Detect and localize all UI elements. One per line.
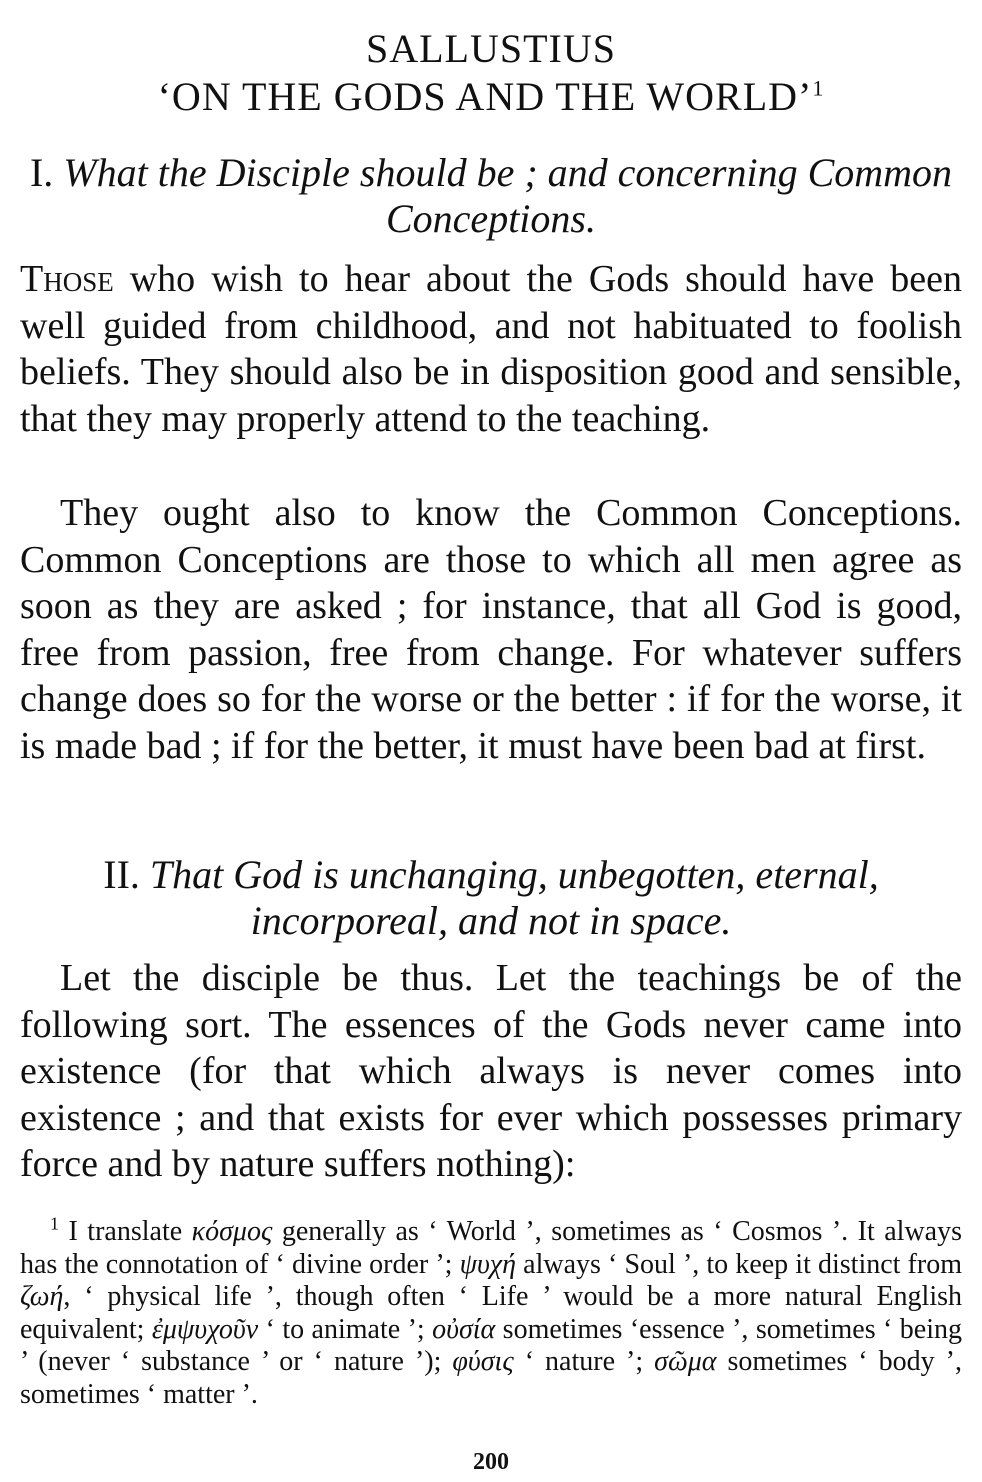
section-2-heading-text: That God is unchanging, unbegotten, eternal, incorporeal, and not in space. — [149, 852, 879, 943]
page-subtitle — [0, 74, 982, 120]
page-title: SALLUSTIUS — [365, 26, 617, 71]
footnote-seg-8: sometimes ‘ body ’, sometimes ‘ matter ’. — [20, 1346, 962, 1410]
footnote-seg-3: always ‘ Soul ’, to keep it distinct from — [516, 1248, 962, 1280]
footnote-greek-kosmos: κόσμος — [191, 1216, 273, 1247]
footnote-seg-1: I translate — [59, 1216, 192, 1247]
section-1-heading — [20, 150, 962, 242]
footnote-greek-ousia: οὐσία — [432, 1313, 496, 1345]
footnote-greek-psyche: ψυχή — [459, 1248, 517, 1280]
section-1-heading-text: What the Disciple should be ; and concerning Common Conceptions. — [63, 150, 953, 241]
footnote — [20, 1213, 963, 1411]
footnote-seg-5: ‘ to animate ’; — [258, 1313, 433, 1345]
footnote-greek-physis: φύσις — [452, 1346, 514, 1377]
footnote-seg-4: , ‘ physical life ’, though often ‘ Life ’ would be a more natural English equivalent; — [20, 1281, 962, 1345]
footnote-mark: 1 — [50, 1213, 59, 1234]
footnote-seg-2: generally as ‘ World ’, sometimes as ‘ Cosmos ’. It always has the connotation of ‘ divine order ’; — [20, 1216, 963, 1280]
footnote-seg-6: sometimes ‘essence ’, sometimes ‘ being ’ (never ‘ substance ’ or ‘ nature ’); — [20, 1313, 962, 1377]
footnote-greek-empsychoun: ἐμψυχοῦν — [151, 1313, 259, 1345]
section-2-heading — [20, 852, 962, 944]
page-number: 200 — [473, 1449, 509, 1475]
section-1-paragraph-1-text: who wish to hear about the Gods should have been well guided from childhood, and not habituated to foolish beliefs. They should also be in disposition good and sensible, that they may properly attend to the teaching. — [20, 258, 962, 440]
section-1-number: I. — [29, 150, 54, 195]
section-1-first-word: Those — [20, 258, 114, 300]
subtitle-text: ‘ON THE GODS AND THE WORLD’ — [157, 74, 813, 119]
section-2-paragraph: Let the disciple be thus. Let the teachings be of the following sort. The essences of the Gods never came into existence (for that which always is never comes into existence ; and that exists for ever which possesses primary force and by nature suffers nothing): — [20, 957, 962, 1185]
footnote-greek-soma: σῶμα — [654, 1346, 717, 1377]
section-1-paragraph-2: They ought also to know the Common Conceptions. Common Conceptions are those to which all men agree as soon as they are asked ; for instance, that all God is good, free from passion, free from change. For whatever suffers change does so for the worse or the better : if for the worse, it is made bad ; if for the better, it must have been bad at first. — [20, 492, 962, 767]
footnote-seg-7: ‘ nature ’; — [513, 1346, 655, 1377]
footnote-greek-zoe: ζωή — [20, 1281, 64, 1312]
section-2-number: II. — [103, 852, 140, 897]
section-1-paragraph-1 — [20, 256, 962, 442]
subtitle-footnote-mark: 1 — [812, 75, 825, 101]
